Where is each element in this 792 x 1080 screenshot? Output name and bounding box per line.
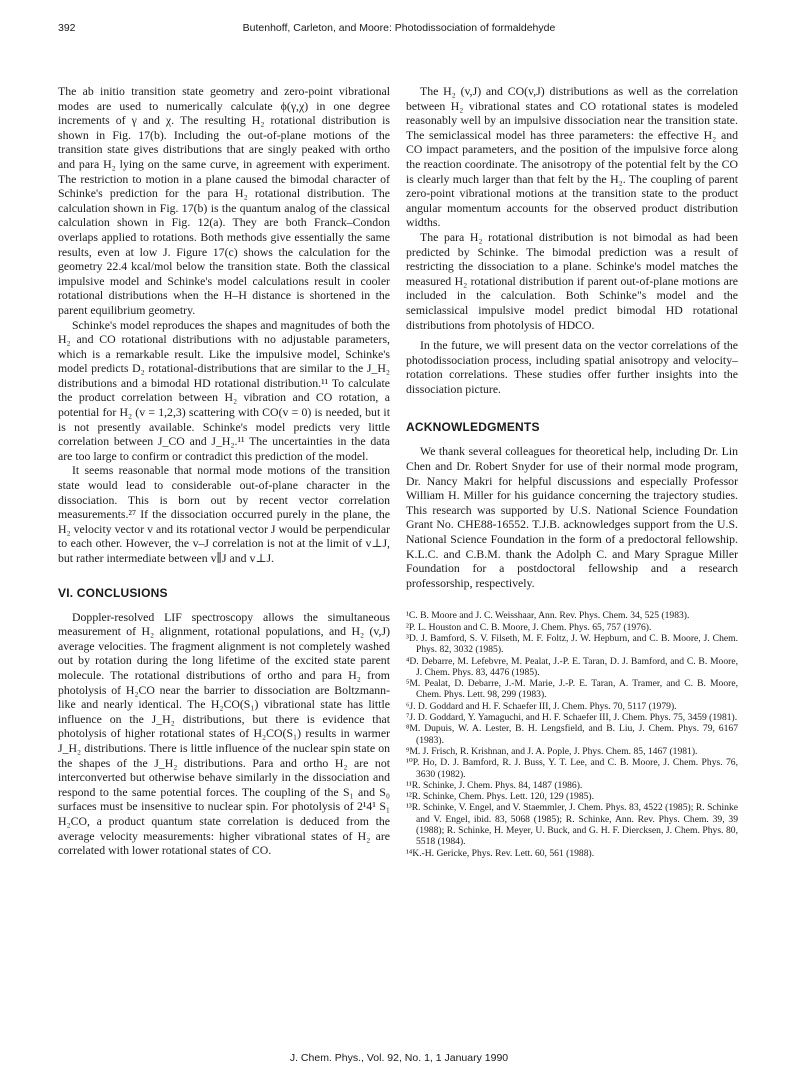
reference-item: ⁸M. Dupuis, W. A. Lester, B. H. Lengsfield, and B. Liu, J. Chem. Phys. 79, 6167 (1983). (406, 723, 738, 746)
reference-item: ¹C. B. Moore and J. C. Weisshaar, Ann. Rev. Phys. Chem. 34, 525 (1983). (406, 610, 690, 622)
body-paragraph: Schinke's model reproduces the shapes and magnitudes of both the H₂ and CO rotational distributions with no adjustable parameters, which is a remarkable result. Like the impulsive model, Schinke's model predicts D₂ rotational-distributions that are similar to the J_H₂ distributions and a bimodal HD rotational distribution.¹¹ To calculate the product correlation between H₂ vibration and CO rotation, a potential for H₂ (v = 1,2,3) scattering with CO(v = 0) is needed, but it is not presently available. Schinke's model predicts very little correlation between J_CO and J_H₂.¹¹ The uncertainties in the data are too large to confirm or contradict this prediction of the model. (58, 317, 390, 463)
reference-item: ⁵M. Pealat, D. Debarre, J.-M. Marie, J.-P. E. Taran, A. Tramer, and C. B. Moore, Chem. Phys. Lett. 98, 299 (1983). (406, 678, 738, 701)
body-paragraph: The H₂ (v,J) and CO(v,J) distributions as well as the correlation between H₂ vibrational states and CO rotational states is modeled reasonably well by an impulsive dissociation near the transition state. The semiclassical model has three parameters: the effective H₂ and CO impact parameters, and the position of the impulsive force along the reaction coordinate. The anisotropy of the potential felt by the CO is clearly much larger than that felt by the H₂. The coupling of parent zero-point vibrational motions at the transition state to the product angular momentum accounts for the observed product distribution widths. (406, 84, 738, 230)
right-column (406, 84, 738, 859)
reference-item: ¹⁴K.-H. Gericke, Phys. Rev. Lett. 60, 561 (1988). (406, 847, 595, 859)
reference-item: ¹²R. Schinke, Chem. Phys. Lett. 120, 129 (1985). (406, 791, 595, 803)
body-paragraph: The para H₂ rotational distribution is not bimodal as had been predicted by Schinke. The bimodal prediction was a result of restricting the dissociation to a plane. Schinke's model matches the measured H₂ rotational distribution if parent out-of-plane motions are included in the calculation. Both Schinke"s model and the semiclassical impulsive model predict bimodal HD rotational distributions from photolysis of HDCO. (406, 229, 738, 332)
body-paragraph: In the future, we will present data on the vector correlations of the photodissociation process, including spatial anisotropy and velocity–rotation correlations. These studies offer further insights into the dissociation picture. (406, 338, 738, 396)
section-heading-acknowledgments: ACKNOWLEDGMENTS (406, 420, 540, 435)
reference-item: ¹⁰P. Ho, D. J. Bamford, R. J. Buss, Y. T. Lee, and C. B. Moore, J. Chem. Phys. 76, 3630 (1982). (406, 757, 738, 780)
reference-item: ⁴D. Debarre, M. Lefebvre, M. Pealat, J.-P. E. Taran, D. J. Bamford, and C. B. Moore, J. Chem. Phys. 83, 4476 (1985). (406, 655, 738, 678)
section-heading-conclusions: VI. CONCLUSIONS (58, 585, 168, 600)
reference-item: ⁹M. J. Frisch, R. Krishnan, and J. A. Pople, J. Phys. Chem. 85, 1467 (1981). (406, 745, 698, 757)
acknowledgments-paragraph: We thank several colleagues for theoretical help, including Dr. Lin Chen and Dr. Robert Snyder for use of their normal mode program, Dr. Nancy Makri for helpful discussions and especially Professor William H. Miller for his guidance concerning the trajectory studies. This research was supported by U.S. National Science Foundation Grant No. CHE88-16552. T.J.B. acknowledges support from the U.S. National Science Foundation in the form of a predoctoral fellowship. K.L.C. and C.B.M. thank the Adolph C. and Mary Sprague Miller Foundation for a postdoctoral fellowship and a research professorship, respectively. (406, 444, 738, 590)
running-title: Butenhoff, Carleton, and Moore: Photodissociation of formaldehyde (242, 22, 556, 34)
body-paragraph: It seems reasonable that normal mode motions of the transition state would lead to considerable out-of-plane character in the dissociation. This is born out by recent vector correlation measurements.²⁷ If the dissociation occurred purely in the plane, the H₂ velocity vector v and its rotational vector J would be perpendicular to each other. However, the v–J correlation is not at the limit of v⊥J, but rather intermediate between v∥J and v⊥J. (58, 463, 390, 565)
reference-item: ³D. J. Bamford, S. V. Filseth, M. F. Foltz, J. W. Hepburn, and C. B. Moore, J. Chem. Phys. 82, 3032 (1985). (406, 633, 738, 656)
page-number: 392 (58, 22, 76, 34)
reference-item: ²P. L. Houston and C. B. Moore, J. Chem. Phys. 65, 757 (1976). (406, 621, 652, 633)
body-paragraph: The ab initio transition state geometry and zero-point vibrational modes are used to numerically calculate ϕ(γ,χ) in one degree increments of γ and χ. The resulting H₂ rotational distribution is shown in Fig. 17(b). Including the out-of-plane motions of the transition state gives distributions that are singly peaked with ortho and para H₂ lying on the same curve, in agreement with experiment. The restriction to motion in a plane caused the bimodal character of Schinke's prediction for the para H₂ rotational distribution. The calculation shown in Fig. 17(b) is the quantum analog of the classical calculation shown in Fig. 12(a). They are both Franck–Condon overlaps applied to rotations. Both methods give essentially the same results, even at low J. Figure 17(c) shows the calculation for the geometry 22.4 kcal/mol below the transition state. Both the classical impulsive model and Schinke's model calculations result in cooler rotational distributions when the H–H distance is shortened in the parent equilibrium geometry. (58, 84, 390, 317)
reference-item: ⁶J. D. Goddard and H. F. Schaefer III, J. Chem. Phys. 70, 5117 (1979). (406, 700, 677, 712)
reference-item: ¹³R. Schinke, V. Engel, and V. Staemmler, J. Chem. Phys. 83, 4522 (1985); R. Schinke and V. Engel, ibid. 83, 5068 (1985); R. Schinke, Ann. Rev. Phys. Chem. 39, 39 (1988); R. Schinke, H. Meyer, U. Buck, and G. H. F. Diercksen, J. Chem. Phys. 80, 5518 (1984). (406, 802, 738, 848)
left-column (58, 84, 390, 858)
reference-item: ⁷J. D. Goddard, Y. Yamaguchi, and H. F. Schaefer III, J. Chem. Phys. 75, 3459 (1981). (406, 712, 738, 724)
conclusion-paragraph: Doppler-resolved LIF spectroscopy allows the simultaneous measurement of H₂ alignment, rotational populations, and H₂ (v,J) average velocities. The fragment alignment is not completely washed out by rotation during the long lifetime of the excited state parent molecule. The rotational distributions of ortho and para H₂ from photolysis of H₂CO near the barrier to dissociation are Boltzmann-like and nearly identical. The H₂CO(S₁) vibrational state has little influence on the J_H₂ distributions, but there is evidence that photolysis of higher rotational states of H₂CO(S₁) results in warmer J_H₂ distributions. There is little influence of the nuclear spin state on the shapes of the J_H₂ distributions. Para and ortho H₂ are not interconverted but otherwise behave similarly in the dissociation and respond to the same potential forces. The coupling of the S₁ and S₀ surfaces must be insensitive to nuclear spin. For photolysis of 2¹4¹ S₁ H₂CO, a product quantum state correlation is deduced from the average velocity measurements: higher vibrational states of H₂ are correlated with lower rotational states of CO. (58, 609, 390, 858)
reference-item: ¹¹R. Schinke, J. Chem. Phys. 84, 1487 (1986). (406, 779, 583, 791)
page-footer: J. Chem. Phys., Vol. 92, No. 1, 1 January 1990 (289, 1052, 509, 1064)
page-header (58, 22, 740, 38)
reference-list (406, 610, 738, 859)
